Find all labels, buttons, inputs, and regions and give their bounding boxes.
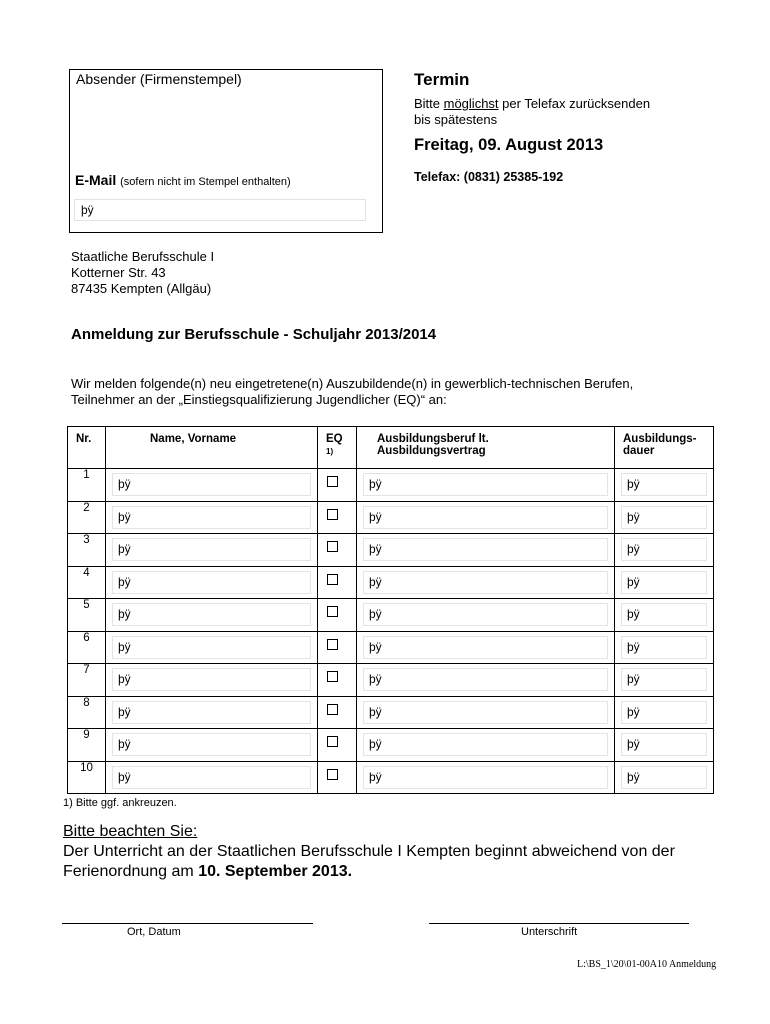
name-input[interactable]: þÿ — [112, 473, 311, 496]
table-row — [68, 599, 714, 632]
address-line1: Staatliche Berufsschule I — [71, 249, 215, 264]
eq-checkbox[interactable] — [327, 509, 338, 520]
dauer-input[interactable]: þÿ — [621, 701, 707, 724]
row-number: 8 — [68, 696, 106, 729]
table-row — [68, 761, 714, 794]
email-note: (sofern nicht im Stempel enthalten) — [120, 176, 291, 188]
notice-line1: Der Unterricht an der Staatlichen Berufsschule I Kempten beginnt abweichend von der — [63, 843, 675, 860]
name-cell — [106, 566, 318, 599]
registration-table — [67, 426, 714, 794]
eq-checkbox[interactable] — [327, 476, 338, 487]
beruf-input[interactable]: þÿ — [363, 538, 608, 561]
row-number: 7 — [68, 664, 106, 697]
notice-line2 — [63, 862, 675, 882]
name-input[interactable]: þÿ — [112, 506, 311, 529]
name-input[interactable]: þÿ — [112, 668, 311, 691]
table-row — [68, 664, 714, 697]
table-row — [68, 696, 714, 729]
header-beruf-line2: Ausbildungsvertrag — [377, 445, 486, 457]
intro-line2: Teilnehmer an der „Einstiegsqualifizierung Jugendlicher (EQ)“ an: — [71, 392, 447, 407]
beruf-cell — [357, 469, 615, 502]
beruf-cell — [357, 534, 615, 567]
dauer-input[interactable]: þÿ — [621, 636, 707, 659]
dauer-input[interactable]: þÿ — [621, 733, 707, 756]
eq-checkbox[interactable] — [327, 606, 338, 617]
name-input[interactable]: þÿ — [112, 636, 311, 659]
eq-checkbox[interactable] — [327, 769, 338, 780]
email-label-text: E-Mail — [75, 172, 117, 188]
dauer-input[interactable]: þÿ — [621, 766, 707, 789]
dauer-input[interactable]: þÿ — [621, 668, 707, 691]
beruf-input[interactable]: þÿ — [363, 603, 608, 626]
dauer-cell — [615, 469, 714, 502]
termin-line1-pre: Bitte — [414, 96, 444, 111]
row-number: 6 — [68, 631, 106, 664]
beruf-cell — [357, 631, 615, 664]
eq-checkbox[interactable] — [327, 671, 338, 682]
name-cell — [106, 729, 318, 762]
beruf-input[interactable]: þÿ — [363, 636, 608, 659]
dauer-cell — [615, 696, 714, 729]
termin-instructions — [414, 96, 650, 128]
termin-title: Termin — [414, 70, 470, 89]
table-row — [68, 631, 714, 664]
table-row — [68, 566, 714, 599]
notice-start-date: 10. September 2013. — [198, 863, 353, 880]
fax-number: Telefax: (0831) 25385-192 — [414, 170, 564, 184]
place-date-label: Ort, Datum — [127, 926, 181, 938]
email-input[interactable]: þÿ — [74, 199, 366, 221]
termin-line1-post: per Telefax zurücksenden — [498, 96, 651, 111]
name-cell — [106, 534, 318, 567]
beruf-input[interactable]: þÿ — [363, 506, 608, 529]
beruf-cell — [357, 664, 615, 697]
header-eq-footnote: 1) — [326, 447, 334, 456]
dauer-input[interactable]: þÿ — [621, 506, 707, 529]
eq-cell — [318, 664, 357, 697]
dauer-input[interactable]: þÿ — [621, 571, 707, 594]
beruf-cell — [357, 761, 615, 794]
beruf-input[interactable]: þÿ — [363, 701, 608, 724]
form-heading: Anmeldung zur Berufsschule - Schuljahr 2013/2014 — [71, 326, 437, 343]
name-input[interactable]: þÿ — [112, 538, 311, 561]
address-line3: 87435 Kempten (Allgäu) — [71, 281, 212, 296]
dauer-cell — [615, 599, 714, 632]
footnote: 1) Bitte ggf. ankreuzen. — [63, 797, 177, 809]
name-cell — [106, 469, 318, 502]
dauer-cell — [615, 501, 714, 534]
dauer-cell — [615, 729, 714, 762]
row-number: 10 — [68, 761, 106, 794]
beruf-cell — [357, 566, 615, 599]
notice-text — [63, 842, 675, 882]
eq-cell — [318, 696, 357, 729]
dauer-cell — [615, 664, 714, 697]
header-name: Name, Vorname — [106, 427, 318, 469]
header-dauer — [615, 427, 714, 469]
header-eq-label: EQ — [326, 433, 343, 445]
eq-checkbox[interactable] — [327, 704, 338, 715]
email-label — [75, 172, 291, 188]
eq-checkbox[interactable] — [327, 639, 338, 650]
eq-cell — [318, 761, 357, 794]
name-cell — [106, 599, 318, 632]
table-header-row — [68, 427, 714, 469]
intro-text — [71, 376, 633, 408]
termin-line2: bis spätestens — [414, 112, 498, 127]
sender-label: Absender (Firmenstempel) — [76, 71, 242, 87]
header-dauer-line2: dauer — [623, 445, 655, 457]
row-number: 5 — [68, 599, 106, 632]
name-input[interactable]: þÿ — [112, 603, 311, 626]
header-dauer-line1: Ausbildungs- — [623, 433, 697, 445]
row-number: 3 — [68, 534, 106, 567]
beruf-cell — [357, 696, 615, 729]
table-row — [68, 469, 714, 502]
beruf-input[interactable]: þÿ — [363, 733, 608, 756]
beruf-cell — [357, 599, 615, 632]
dauer-input[interactable]: þÿ — [621, 603, 707, 626]
name-input[interactable]: þÿ — [112, 701, 311, 724]
signature-label: Unterschrift — [521, 926, 578, 938]
eq-cell — [318, 729, 357, 762]
name-cell — [106, 664, 318, 697]
deadline-date: Freitag, 09. August 2013 — [414, 136, 604, 154]
beruf-cell — [357, 501, 615, 534]
name-cell — [106, 631, 318, 664]
row-number: 2 — [68, 501, 106, 534]
intro-line1: Wir melden folgende(n) neu eingetretene(n) Auszubildende(n) in gewerblich-technischen Berufen, — [71, 376, 634, 391]
row-number: 9 — [68, 729, 106, 762]
document-id: L:\BS_1\20\01-00A10 Anmeldung — [577, 959, 717, 970]
eq-checkbox[interactable] — [327, 736, 338, 747]
notice-line2-pre: Ferienordnung am — [63, 863, 199, 880]
eq-cell — [318, 469, 357, 502]
row-number: 4 — [68, 566, 106, 599]
beruf-input[interactable]: þÿ — [363, 571, 608, 594]
dauer-cell — [615, 761, 714, 794]
eq-cell — [318, 631, 357, 664]
notice-title: Bitte beachten Sie: — [63, 823, 198, 840]
name-cell — [106, 501, 318, 534]
dauer-cell — [615, 566, 714, 599]
dauer-cell — [615, 631, 714, 664]
dauer-input[interactable]: þÿ — [621, 538, 707, 561]
beruf-cell — [357, 729, 615, 762]
eq-cell — [318, 534, 357, 567]
signature-line — [429, 923, 689, 924]
name-input[interactable]: þÿ — [112, 766, 311, 789]
eq-checkbox[interactable] — [327, 541, 338, 552]
header-nr: Nr. — [68, 427, 106, 469]
header-beruf — [357, 427, 615, 469]
table-row — [68, 729, 714, 762]
row-number: 1 — [68, 469, 106, 502]
dauer-cell — [615, 534, 714, 567]
header-eq — [318, 427, 357, 469]
place-date-line — [62, 923, 313, 924]
name-input[interactable]: þÿ — [112, 733, 311, 756]
beruf-input[interactable]: þÿ — [363, 473, 608, 496]
table-row — [68, 501, 714, 534]
beruf-input[interactable]: þÿ — [363, 766, 608, 789]
table-row — [68, 534, 714, 567]
name-cell — [106, 696, 318, 729]
name-cell — [106, 761, 318, 794]
header-beruf-line1: Ausbildungsberuf lt. — [377, 433, 489, 445]
eq-cell — [318, 566, 357, 599]
address-line2: Kotterner Str. 43 — [71, 265, 166, 280]
eq-cell — [318, 501, 357, 534]
recipient-address — [71, 249, 214, 297]
beruf-input[interactable]: þÿ — [363, 668, 608, 691]
name-input[interactable]: þÿ — [112, 571, 311, 594]
dauer-input[interactable]: þÿ — [621, 473, 707, 496]
eq-cell — [318, 599, 357, 632]
eq-checkbox[interactable] — [327, 574, 338, 585]
termin-line1-emphasis: möglichst — [443, 96, 499, 111]
